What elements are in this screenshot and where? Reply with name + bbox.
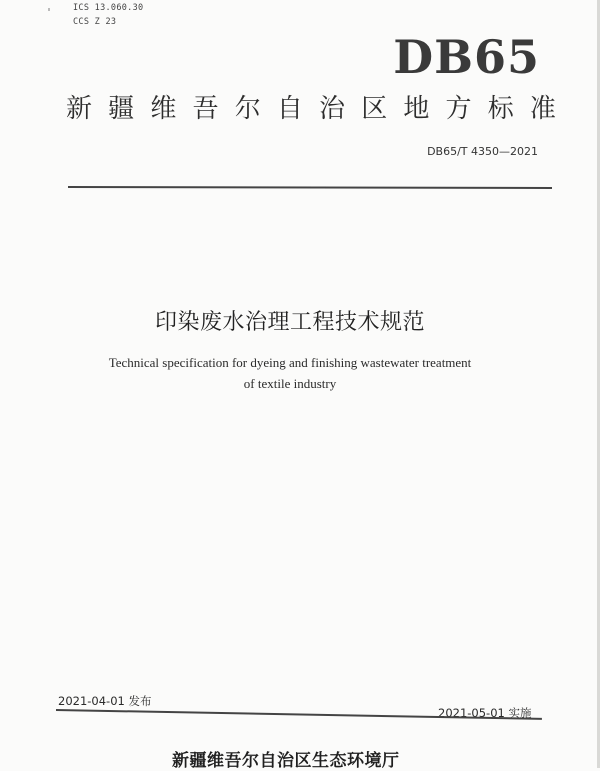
scan-speck — [48, 8, 50, 11]
issuer-title — [66, 88, 556, 125]
top-divider — [68, 186, 552, 189]
issuing-authority: 新疆维吾尔自治区生态环境厅 — [172, 751, 400, 771]
issuer-title-char: 自 — [276, 94, 303, 124]
ics-code: ICS 13.060.30 — [73, 3, 144, 13]
document-title-english-line2: of textile industry — [243, 376, 337, 391]
issuer-title-char: 准 — [529, 94, 556, 124]
issuer-title-char: 治 — [319, 94, 346, 124]
standard-logo: DB65 — [393, 30, 540, 84]
issuer-title-char: 尔 — [234, 94, 261, 124]
implement-date: 2021-05-01 实施 — [438, 706, 532, 720]
issuer-title-char: 区 — [361, 94, 388, 124]
issuer-title-char: 维 — [150, 94, 177, 124]
issuer-title-char: 吾 — [192, 94, 219, 124]
document-title-english-line1: Technical specification for dyeing and finishing wastewater treatment — [108, 355, 472, 370]
ccs-code: CCS Z 23 — [73, 17, 117, 27]
issuer-title-char: 新 — [66, 94, 93, 124]
standard-number: DB65/T 4350—2021 — [427, 145, 538, 158]
issuer-title-char: 方 — [445, 94, 472, 124]
issuer-title-char: 标 — [487, 94, 514, 124]
issuer-title-char: 疆 — [108, 94, 135, 124]
document-title-chinese: 印染废水治理工程技术规范 — [154, 310, 425, 335]
issuer-title-char: 地 — [403, 94, 430, 124]
publish-date: 2021-04-01 发布 — [58, 694, 152, 708]
